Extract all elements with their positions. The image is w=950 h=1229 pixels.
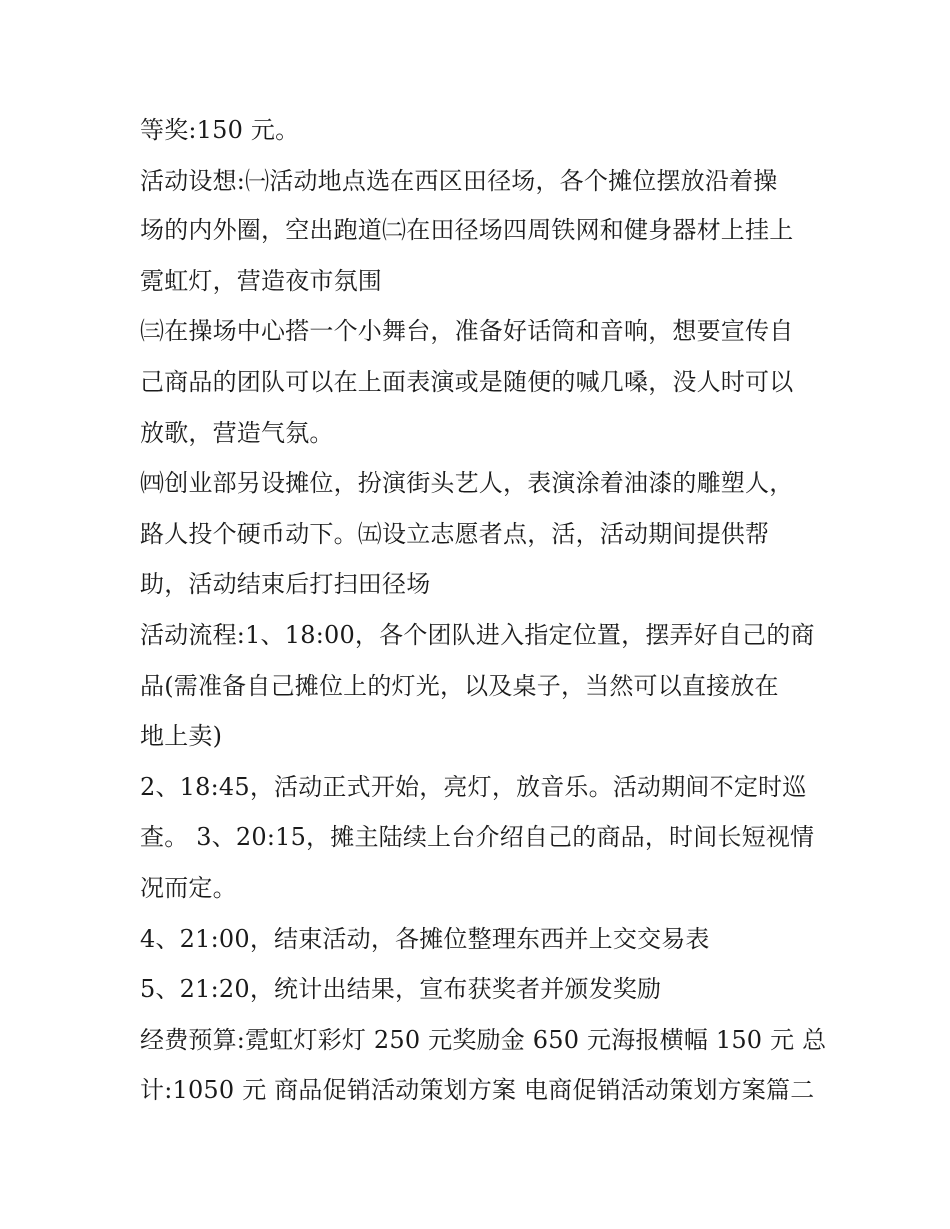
text-line: 等奖:150 元。: [140, 116, 300, 144]
text-line: 场的内外圈，空出跑道㈡在田径场四周铁网和健身器材上挂上: [140, 216, 794, 244]
text-line: ㈣创业部另设摊位，扮演街头艺人，表演涂着油漆的雕塑人，: [140, 469, 794, 497]
text-line: 查。 3、20:15，摊主陆续上台介绍自己的商品，时间长短视情: [140, 823, 815, 851]
text-line: 路人投个硬币动下。㈤设立志愿者点，活，活动期间提供帮: [140, 520, 770, 548]
text-line: 放歌，营造气氛。: [140, 419, 334, 447]
text-line: 计:1050 元 商品促销活动策划方案 电商促销活动策划方案篇二: [140, 1076, 815, 1104]
text-line: 况而定。: [140, 874, 237, 902]
text-line: ㈢在操场中心搭一个小舞台，准备好话筒和音响，想要宣传自: [140, 317, 794, 345]
text-line: 霓虹灯，营造夜市氛围: [140, 267, 382, 295]
text-line: 地上卖): [140, 722, 223, 750]
text-line: 5、21:20，统计出结果，宣布获奖者并颁发奖励: [140, 975, 662, 1003]
text-line: 经费预算:霓虹灯彩灯 250 元奖励金 650 元海报横幅 150 元 总: [140, 1026, 827, 1054]
text-line: 活动设想:㈠活动地点选在西区田径场，各个摊位摆放沿着操: [140, 167, 778, 195]
text-line: 己商品的团队可以在上面表演或是随便的喊几嗓，没人时可以: [140, 368, 794, 396]
text-line: 品(需准备自己摊位上的灯光，以及桌子，当然可以直接放在: [140, 672, 779, 700]
text-line: 活动流程:1、18:00，各个团队进入指定位置，摆弄好自己的商: [140, 621, 815, 649]
text-line: 2、18:45，活动正式开始，亮灯，放音乐。活动期间不定时巡: [140, 773, 807, 801]
text-line: 助，活动结束后打扫田径场: [140, 570, 431, 598]
text-line: 4、21:00，结束活动，各摊位整理东西并上交交易表: [140, 925, 710, 953]
